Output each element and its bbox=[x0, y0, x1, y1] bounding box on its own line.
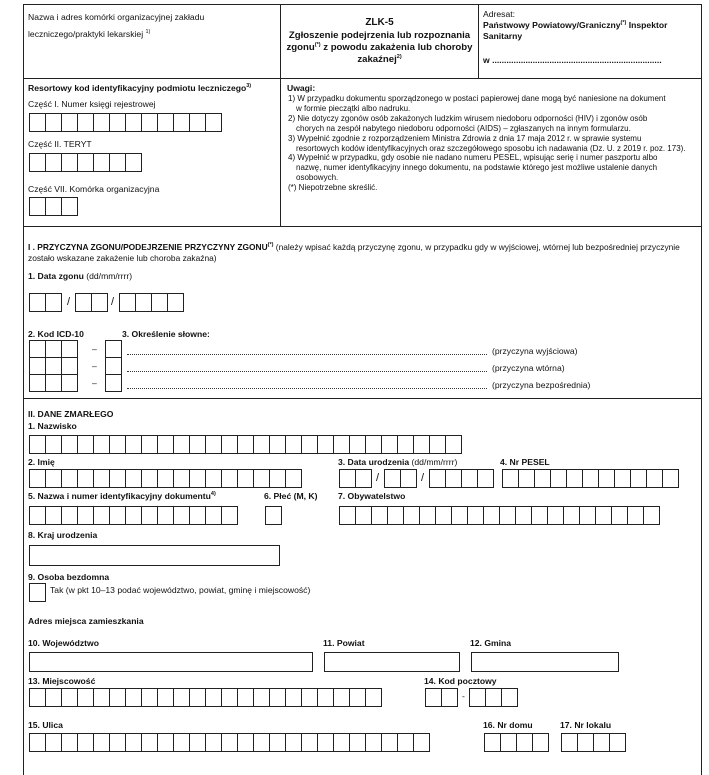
postal-boxes-1[interactable] bbox=[425, 688, 457, 707]
input-cell[interactable] bbox=[189, 688, 206, 707]
input-cell[interactable] bbox=[400, 469, 417, 488]
input-cell[interactable] bbox=[61, 469, 78, 488]
input-cell[interactable] bbox=[221, 435, 238, 454]
input-cell[interactable] bbox=[532, 733, 549, 752]
homeless-checkbox[interactable] bbox=[29, 583, 45, 602]
input-cell[interactable] bbox=[221, 733, 238, 752]
note-line: resortowych kodów identyfikacyjnych oraz szczegółowego sposobu ich nadawania (Dz. U. z 2019 r. poz. 173). bbox=[296, 143, 686, 153]
input-cell[interactable] bbox=[173, 688, 190, 707]
input-cell[interactable] bbox=[563, 506, 580, 525]
commune-field[interactable] bbox=[471, 652, 619, 672]
input-cell[interactable] bbox=[105, 374, 122, 392]
input-cell[interactable] bbox=[500, 733, 517, 752]
input-cell[interactable] bbox=[550, 469, 567, 488]
input-cell[interactable] bbox=[561, 733, 578, 752]
input-cell[interactable] bbox=[77, 506, 94, 525]
input-cell[interactable] bbox=[141, 113, 158, 132]
input-cell[interactable] bbox=[429, 469, 446, 488]
notes-title: Uwagi: bbox=[287, 83, 316, 93]
input-cell[interactable] bbox=[141, 733, 158, 752]
input-cell[interactable] bbox=[93, 153, 110, 172]
input-cell[interactable] bbox=[381, 733, 398, 752]
input-cell[interactable] bbox=[125, 506, 142, 525]
input-cell[interactable] bbox=[265, 506, 282, 525]
icd-label: 2. Kod ICD-10 bbox=[28, 329, 84, 339]
input-cell[interactable] bbox=[109, 113, 126, 132]
input-cell[interactable] bbox=[141, 688, 158, 707]
input-cell[interactable] bbox=[93, 733, 110, 752]
input-cell[interactable] bbox=[445, 469, 462, 488]
input-cell[interactable] bbox=[157, 435, 174, 454]
input-cell[interactable] bbox=[403, 506, 420, 525]
input-cell[interactable] bbox=[435, 506, 452, 525]
input-cell[interactable] bbox=[317, 688, 334, 707]
codes-title: Resortowy kod identyfikacyjny podmiotu leczniczego$^{3)}$ bbox=[28, 83, 252, 93]
input-cell[interactable] bbox=[29, 688, 46, 707]
postal-dash: - bbox=[462, 691, 465, 701]
input-cell[interactable] bbox=[413, 435, 430, 454]
cause3-label: (przyczyna bezpośrednia) bbox=[492, 380, 591, 390]
document-boxes[interactable] bbox=[29, 506, 237, 525]
icd-dash: – bbox=[92, 344, 97, 354]
input-cell[interactable] bbox=[29, 435, 46, 454]
section1-bottom-line bbox=[23, 398, 702, 399]
input-cell[interactable] bbox=[119, 293, 136, 312]
input-cell[interactable] bbox=[253, 688, 270, 707]
street-boxes[interactable] bbox=[29, 733, 429, 752]
voivodeship-label: 10. Województwo bbox=[28, 638, 99, 648]
input-cell[interactable] bbox=[173, 435, 190, 454]
input-cell[interactable] bbox=[339, 506, 356, 525]
input-cell[interactable] bbox=[29, 733, 46, 752]
input-cell[interactable] bbox=[173, 113, 190, 132]
postal-boxes-2[interactable] bbox=[469, 688, 517, 707]
birthdate-label: 3. Data urodzenia (dd/mm/rrrr) bbox=[338, 457, 458, 467]
notes-list bbox=[288, 94, 698, 193]
input-cell[interactable] bbox=[61, 374, 78, 392]
input-cell[interactable] bbox=[189, 469, 206, 488]
death-year-boxes[interactable] bbox=[119, 293, 183, 312]
icd-boxes-1[interactable] bbox=[29, 340, 77, 358]
input-cell[interactable] bbox=[45, 506, 62, 525]
input-cell[interactable] bbox=[205, 506, 222, 525]
input-cell[interactable] bbox=[485, 688, 502, 707]
input-cell[interactable] bbox=[75, 293, 92, 312]
date-slash: / bbox=[67, 296, 71, 308]
death-date-label: 1. Data zgonu (dd/mm/rrrr) bbox=[28, 271, 133, 281]
document-label: 5. Nazwa i numer identyfikacyjny dokumentu$^{4)}$ bbox=[28, 491, 216, 501]
voivodeship-field[interactable] bbox=[29, 652, 313, 672]
input-cell[interactable] bbox=[419, 506, 436, 525]
codes-part1-boxes[interactable] bbox=[29, 113, 221, 132]
input-cell[interactable] bbox=[269, 733, 286, 752]
town-boxes[interactable] bbox=[29, 688, 381, 707]
input-cell[interactable] bbox=[157, 506, 174, 525]
header-divider-2 bbox=[478, 4, 479, 78]
input-cell[interactable] bbox=[93, 506, 110, 525]
input-cell[interactable] bbox=[157, 113, 174, 132]
input-cell[interactable] bbox=[125, 435, 142, 454]
input-cell[interactable] bbox=[29, 357, 46, 375]
note-line: (*) Niepotrzebne skreślić. bbox=[288, 183, 378, 193]
input-cell[interactable] bbox=[413, 733, 430, 752]
input-cell[interactable] bbox=[45, 435, 62, 454]
surname-label: 1. Nazwisko bbox=[28, 421, 77, 431]
date-slash: / bbox=[376, 472, 380, 484]
input-cell[interactable] bbox=[451, 506, 468, 525]
input-cell[interactable] bbox=[425, 688, 442, 707]
input-cell[interactable] bbox=[577, 733, 594, 752]
input-cell[interactable] bbox=[643, 506, 660, 525]
input-cell[interactable] bbox=[253, 435, 270, 454]
input-cell[interactable] bbox=[173, 469, 190, 488]
input-cell[interactable] bbox=[45, 469, 62, 488]
input-cell[interactable] bbox=[483, 506, 500, 525]
flat-number-boxes[interactable] bbox=[561, 733, 625, 752]
input-cell[interactable] bbox=[349, 688, 366, 707]
icd-ext-2[interactable] bbox=[105, 357, 121, 375]
cause2-line[interactable] bbox=[127, 371, 487, 372]
input-cell[interactable] bbox=[365, 688, 382, 707]
input-cell[interactable] bbox=[317, 435, 334, 454]
input-cell[interactable] bbox=[77, 688, 94, 707]
input-cell[interactable] bbox=[333, 688, 350, 707]
input-cell[interactable] bbox=[614, 469, 631, 488]
input-cell[interactable] bbox=[467, 506, 484, 525]
input-cell[interactable] bbox=[61, 153, 78, 172]
input-cell[interactable] bbox=[109, 733, 126, 752]
birth-country-field[interactable] bbox=[29, 545, 280, 566]
input-cell[interactable] bbox=[61, 197, 78, 216]
input-cell[interactable] bbox=[237, 733, 254, 752]
death-day-boxes[interactable] bbox=[29, 293, 61, 312]
input-cell[interactable] bbox=[189, 113, 206, 132]
date-slash: / bbox=[421, 472, 425, 484]
addressee-w[interactable]: w ....................................................................... bbox=[483, 55, 662, 65]
input-cell[interactable] bbox=[93, 469, 110, 488]
input-cell[interactable] bbox=[534, 469, 551, 488]
input-cell[interactable] bbox=[387, 506, 404, 525]
input-cell[interactable] bbox=[317, 733, 334, 752]
input-cell[interactable] bbox=[77, 113, 94, 132]
input-cell[interactable] bbox=[45, 357, 62, 375]
input-cell[interactable] bbox=[285, 733, 302, 752]
birth-year-boxes[interactable] bbox=[429, 469, 493, 488]
input-cell[interactable] bbox=[349, 733, 366, 752]
input-cell[interactable] bbox=[157, 733, 174, 752]
input-cell[interactable] bbox=[105, 357, 122, 375]
input-cell[interactable] bbox=[61, 113, 78, 132]
input-cell[interactable] bbox=[29, 340, 46, 358]
input-cell[interactable] bbox=[109, 688, 126, 707]
input-cell[interactable] bbox=[441, 688, 458, 707]
input-cell[interactable] bbox=[77, 733, 94, 752]
input-cell[interactable] bbox=[91, 293, 108, 312]
input-cell[interactable] bbox=[29, 583, 46, 602]
icd-boxes-3[interactable] bbox=[29, 374, 77, 392]
input-cell[interactable] bbox=[29, 469, 46, 488]
input-cell[interactable] bbox=[501, 688, 518, 707]
icd-ext-3[interactable] bbox=[105, 374, 121, 392]
input-cell[interactable] bbox=[598, 469, 615, 488]
input-cell[interactable] bbox=[355, 506, 372, 525]
input-cell[interactable] bbox=[237, 688, 254, 707]
codes-part1-label: Część I. Numer księgi rejestrowej bbox=[28, 99, 156, 109]
input-cell[interactable] bbox=[61, 506, 78, 525]
input-cell[interactable] bbox=[109, 435, 126, 454]
sex-label: 6. Płeć (M, K) bbox=[264, 491, 318, 501]
cause2-label: (przyczyna wtórna) bbox=[492, 363, 565, 373]
note-line: 3) Wypełnić zgodnie z rozporządzeniem Ministra Zdrowia z dnia 17 maja 2012 r. w sprawie systemu bbox=[288, 133, 642, 143]
input-cell[interactable] bbox=[205, 435, 222, 454]
addressee-label: Adresat: bbox=[483, 9, 516, 19]
birth-country-label: 8. Kraj urodzenia bbox=[28, 530, 98, 540]
section1-title-line2: zostało wskazane zakażenie lub choroba zakaźna) bbox=[28, 253, 217, 263]
date-slash: / bbox=[111, 296, 115, 308]
input-cell[interactable] bbox=[397, 733, 414, 752]
input-cell[interactable] bbox=[301, 688, 318, 707]
input-cell[interactable] bbox=[167, 293, 184, 312]
input-cell[interactable] bbox=[627, 506, 644, 525]
codes-part7-label: Część VII. Komórka organizacyjna bbox=[28, 184, 160, 194]
birth-month-boxes[interactable] bbox=[384, 469, 416, 488]
input-cell[interactable] bbox=[77, 469, 94, 488]
input-cell[interactable] bbox=[157, 688, 174, 707]
input-cell[interactable] bbox=[547, 506, 564, 525]
input-cell[interactable] bbox=[285, 469, 302, 488]
input-cell[interactable] bbox=[61, 357, 78, 375]
input-cell[interactable] bbox=[29, 153, 46, 172]
input-cell[interactable] bbox=[125, 469, 142, 488]
addressee-name-2: Sanitarny bbox=[483, 31, 523, 41]
birth-day-boxes[interactable] bbox=[339, 469, 371, 488]
input-cell[interactable] bbox=[518, 469, 535, 488]
input-cell[interactable] bbox=[109, 153, 126, 172]
input-cell[interactable] bbox=[29, 197, 46, 216]
input-cell[interactable] bbox=[45, 153, 62, 172]
input-cell[interactable] bbox=[469, 688, 486, 707]
input-cell[interactable] bbox=[77, 153, 94, 172]
input-cell[interactable] bbox=[157, 469, 174, 488]
input-cell[interactable] bbox=[77, 435, 94, 454]
icd-dash: – bbox=[92, 361, 97, 371]
input-cell[interactable] bbox=[125, 688, 142, 707]
input-cell[interactable] bbox=[593, 733, 610, 752]
input-cell[interactable] bbox=[105, 340, 122, 358]
icd-boxes-2[interactable] bbox=[29, 357, 77, 375]
cause3-line[interactable] bbox=[127, 388, 487, 389]
note-line: w formie pieczątki albo nadruku. bbox=[296, 103, 411, 113]
note-line: 1) W przypadku dokumentu sporządzonego w postaci papierowej dane mogą być naniesione na dokument bbox=[288, 94, 666, 103]
input-cell[interactable] bbox=[609, 733, 626, 752]
input-cell[interactable] bbox=[29, 113, 46, 132]
input-cell[interactable] bbox=[45, 340, 62, 358]
input-cell[interactable] bbox=[595, 506, 612, 525]
input-cell[interactable] bbox=[135, 293, 152, 312]
input-cell[interactable] bbox=[189, 506, 206, 525]
input-cell[interactable] bbox=[125, 153, 142, 172]
pesel-label: 4. Nr PESEL bbox=[500, 457, 550, 467]
homeless-label: 9. Osoba bezdomna bbox=[28, 572, 110, 582]
input-cell[interactable] bbox=[445, 435, 462, 454]
input-cell[interactable] bbox=[45, 733, 62, 752]
input-cell[interactable] bbox=[189, 435, 206, 454]
input-cell[interactable] bbox=[384, 469, 401, 488]
postal-label: 14. Kod pocztowy bbox=[424, 676, 497, 686]
input-cell[interactable] bbox=[253, 469, 270, 488]
input-cell[interactable] bbox=[349, 435, 366, 454]
input-cell[interactable] bbox=[141, 469, 158, 488]
input-cell[interactable] bbox=[477, 469, 494, 488]
flat-number-label: 17. Nr lokalu bbox=[560, 720, 612, 730]
input-cell[interactable] bbox=[579, 506, 596, 525]
input-cell[interactable] bbox=[285, 435, 302, 454]
input-cell[interactable] bbox=[531, 506, 548, 525]
note-line: 4) Wypełnić w przypadku, gdy osobie nie nadano numeru PESEL, wpisując serię i numer paszportu albo bbox=[288, 153, 658, 163]
street-label: 15. Ulica bbox=[28, 720, 63, 730]
input-cell[interactable] bbox=[173, 733, 190, 752]
input-cell[interactable] bbox=[502, 469, 519, 488]
form-title: Zgłoszenie podejrzenia lub rozpoznania zgonu(*) z powodu zakażenia lub choroby zakaźnej$^{2)}$ bbox=[286, 30, 473, 65]
input-cell[interactable] bbox=[461, 469, 478, 488]
input-cell[interactable] bbox=[339, 469, 356, 488]
note-line: 2) Nie dotyczy zgonów osób zakażonych ludzkim wirusem niedoboru odporności (HIV) i zgonów osób bbox=[288, 113, 648, 123]
surname-boxes[interactable] bbox=[29, 435, 461, 454]
section1-title: I . PRZYCZYNA ZGONU/PODEJRZENIE PRZYCZYNY ZGONU(*) (należy wpisać każdą przyczynę zgonu, w przypadku gdy w wyjściowej, wtórnej lub bezpośredniej przyczynie bbox=[28, 242, 680, 252]
pesel-boxes[interactable] bbox=[502, 469, 678, 488]
codes-part2-boxes[interactable] bbox=[29, 153, 141, 172]
input-cell[interactable] bbox=[397, 435, 414, 454]
county-field[interactable] bbox=[324, 652, 460, 672]
input-cell[interactable] bbox=[125, 733, 142, 752]
input-cell[interactable] bbox=[237, 435, 254, 454]
input-cell[interactable] bbox=[646, 469, 663, 488]
input-cell[interactable] bbox=[109, 469, 126, 488]
cause1-line[interactable] bbox=[127, 354, 487, 355]
input-cell[interactable] bbox=[221, 469, 238, 488]
input-cell[interactable] bbox=[45, 293, 62, 312]
input-cell[interactable] bbox=[205, 688, 222, 707]
header-bottom-line bbox=[23, 78, 702, 79]
input-cell[interactable] bbox=[371, 506, 388, 525]
input-cell[interactable] bbox=[365, 733, 382, 752]
input-cell[interactable] bbox=[141, 506, 158, 525]
input-cell[interactable] bbox=[484, 733, 501, 752]
input-cell[interactable] bbox=[151, 293, 168, 312]
input-cell[interactable] bbox=[45, 113, 62, 132]
firstname-label: 2. Imię bbox=[28, 457, 55, 467]
addressee-name: Państwowy Powiatowy/Graniczny(*) Inspektor bbox=[483, 20, 668, 30]
form-code: ZLK-5 bbox=[365, 17, 394, 28]
input-cell[interactable] bbox=[93, 113, 110, 132]
input-cell[interactable] bbox=[45, 197, 62, 216]
codes-part7-boxes[interactable] bbox=[29, 197, 77, 216]
input-cell[interactable] bbox=[269, 435, 286, 454]
input-cell[interactable] bbox=[29, 374, 46, 392]
input-cell[interactable] bbox=[205, 469, 222, 488]
codes-part2-label: Część II. TERYT bbox=[28, 139, 92, 149]
input-cell[interactable] bbox=[45, 374, 62, 392]
citizenship-boxes[interactable] bbox=[339, 506, 659, 525]
house-number-boxes[interactable] bbox=[484, 733, 548, 752]
input-cell[interactable] bbox=[29, 506, 46, 525]
input-cell[interactable] bbox=[237, 469, 254, 488]
input-cell[interactable] bbox=[333, 733, 350, 752]
input-cell[interactable] bbox=[285, 688, 302, 707]
town-label: 13. Miejscowość bbox=[28, 676, 96, 686]
input-cell[interactable] bbox=[61, 435, 78, 454]
input-cell[interactable] bbox=[125, 113, 142, 132]
input-cell[interactable] bbox=[301, 733, 318, 752]
input-cell[interactable] bbox=[516, 733, 533, 752]
input-cell[interactable] bbox=[365, 435, 382, 454]
input-cell[interactable] bbox=[93, 435, 110, 454]
input-cell[interactable] bbox=[611, 506, 628, 525]
input-cell[interactable] bbox=[355, 469, 372, 488]
input-cell[interactable] bbox=[630, 469, 647, 488]
codes-bottom-line bbox=[23, 226, 702, 227]
citizenship-label: 7. Obywatelstwo bbox=[338, 491, 406, 501]
input-cell[interactable] bbox=[515, 506, 532, 525]
input-cell[interactable] bbox=[141, 435, 158, 454]
input-cell[interactable] bbox=[173, 506, 190, 525]
input-cell[interactable] bbox=[205, 733, 222, 752]
words-label: 3. Określenie słowne: bbox=[122, 329, 210, 339]
input-cell[interactable] bbox=[333, 435, 350, 454]
firstname-boxes[interactable] bbox=[29, 469, 301, 488]
county-label: 11. Powiat bbox=[323, 638, 365, 648]
note-line: chorych na zespół nabytego niedoboru odporności (AIDS) – zgłaszanych na innym formularzu. bbox=[296, 123, 631, 133]
input-cell[interactable] bbox=[381, 435, 398, 454]
address-title: Adres miejsca zamieszkania bbox=[28, 616, 144, 626]
input-cell[interactable] bbox=[566, 469, 583, 488]
section2-title: II. DANE ZMARŁEGO bbox=[28, 409, 114, 419]
input-cell[interactable] bbox=[582, 469, 599, 488]
note-line: osobowych. bbox=[296, 173, 339, 183]
input-cell[interactable] bbox=[253, 733, 270, 752]
input-cell[interactable] bbox=[189, 733, 206, 752]
commune-label: 12. Gmina bbox=[470, 638, 512, 648]
homeless-yes-label: Tak (w pkt 10–13 podać województwo, powiat, gminę i miejscowość) bbox=[50, 585, 311, 595]
input-cell[interactable] bbox=[61, 688, 78, 707]
input-cell[interactable] bbox=[109, 506, 126, 525]
note-line: nazwę, numer identyfikacyjny innego dokumentu, na podstawie którego jest możliwe ustalenie danych bbox=[296, 163, 658, 173]
codes-divider bbox=[280, 78, 281, 226]
unit-label: Nazwa i adres komórki organizacyjnej zakładu leczniczego/praktyki lekarskiej $^{1)}$ bbox=[28, 12, 205, 39]
input-cell[interactable] bbox=[429, 435, 446, 454]
input-cell[interactable] bbox=[301, 435, 318, 454]
icd-ext-1[interactable] bbox=[105, 340, 121, 358]
input-cell[interactable] bbox=[499, 506, 516, 525]
input-cell[interactable] bbox=[205, 113, 222, 132]
input-cell[interactable] bbox=[269, 688, 286, 707]
sex-box[interactable] bbox=[265, 506, 281, 525]
input-cell[interactable] bbox=[45, 688, 62, 707]
death-month-boxes[interactable] bbox=[75, 293, 107, 312]
input-cell[interactable] bbox=[93, 688, 110, 707]
input-cell[interactable] bbox=[61, 733, 78, 752]
input-cell[interactable] bbox=[221, 506, 238, 525]
input-cell[interactable] bbox=[29, 293, 46, 312]
house-number-label: 16. Nr domu bbox=[483, 720, 533, 730]
input-cell[interactable] bbox=[662, 469, 679, 488]
icd-dash: – bbox=[92, 378, 97, 388]
input-cell[interactable] bbox=[61, 340, 78, 358]
input-cell[interactable] bbox=[221, 688, 238, 707]
input-cell[interactable] bbox=[269, 469, 286, 488]
cause1-label: (przyczyna wyjściowa) bbox=[492, 346, 578, 356]
